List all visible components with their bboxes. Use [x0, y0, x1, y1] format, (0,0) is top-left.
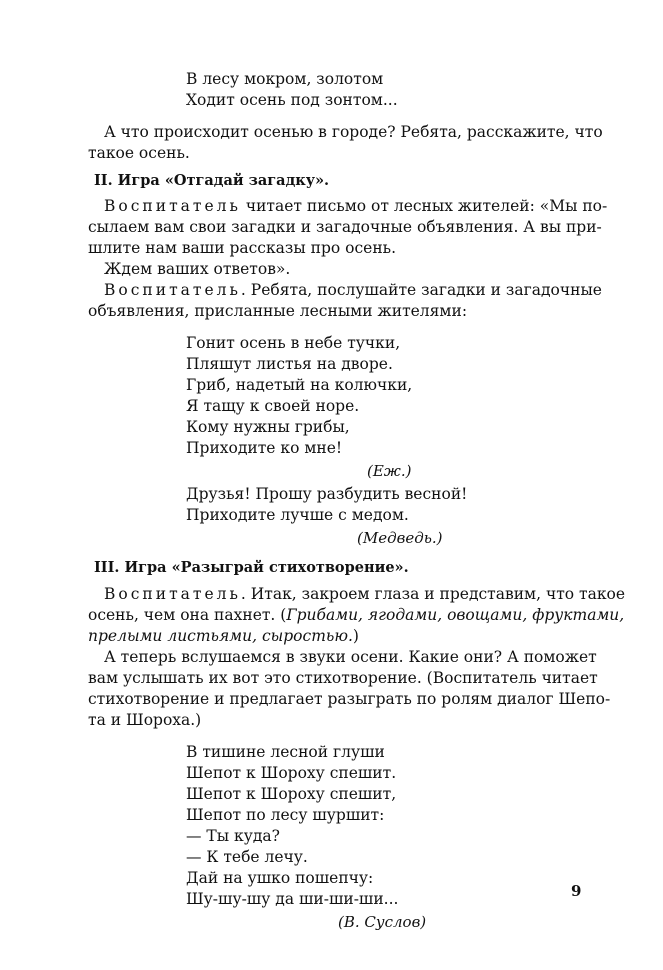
paragraph-line: [88, 605, 625, 626]
page-number: 9: [571, 882, 582, 900]
paragraph-italic: прелыми листьями, сыростью.: [88, 627, 353, 645]
speaker-label: Воспитатель: [104, 585, 241, 603]
poem-line: Шепот к Шороху спешит,: [186, 785, 397, 803]
riddle-line: Друзья! Прошу разбудить весной!: [186, 485, 468, 503]
paragraph-text: осень, чем она пахнет. (: [88, 606, 287, 624]
paragraph-text: читает письмо от лесных жителей: «Мы по-: [240, 197, 608, 215]
paragraph-line: сылаем вам свои загадки и загадочные объявления. А вы при-: [88, 218, 602, 236]
paragraph-line: [88, 626, 359, 647]
paragraph-line: такое осень.: [88, 144, 190, 162]
poem-line: Шу-шу-шу да ши-ши-ши...: [186, 890, 399, 908]
poem-line: — К тебе лечу.: [186, 848, 308, 866]
riddle-line: Кому нужны грибы,: [186, 418, 350, 436]
paragraph-text: . Итак, закроем глаза и представим, что такое: [240, 585, 626, 603]
paragraph-line: Ждем ваших ответов».: [104, 260, 291, 278]
poem-author: (В. Суслов): [338, 913, 427, 931]
paragraph-line: [104, 280, 602, 301]
poem-line: В тишине лесной глуши: [186, 743, 385, 761]
riddle-line: Приходите лучше с медом.: [186, 506, 409, 524]
paragraph-line: [104, 196, 608, 217]
paragraph-line: та и Шороха.): [88, 711, 202, 729]
riddle-line: Приходите ко мне!: [186, 439, 343, 457]
paragraph-line: объявления, присланные лесными жителями:: [88, 302, 468, 320]
section-heading: III. Игра «Разыграй стихотворение».: [94, 559, 409, 576]
paragraph-line: стихотворение и предлагает разыграть по ролям диалог Шепо-: [88, 690, 611, 708]
paragraph-text: . Ребята, послушайте загадки и загадочные: [240, 281, 602, 299]
riddle-answer: (Еж.): [367, 462, 412, 480]
paragraph-line: А что происходит осенью в городе? Ребята, расскажите, что: [104, 123, 603, 141]
poem-line: Ходит осень под зонтом...: [186, 91, 398, 109]
riddle-line: Я тащу к своей норе.: [186, 397, 360, 415]
poem-line: — Ты куда?: [186, 827, 280, 845]
section-heading: II. Игра «Отгадай загадку».: [94, 172, 330, 189]
speaker-label: Воспитатель: [104, 197, 241, 215]
paragraph-line: шлите нам ваши рассказы про осень.: [88, 239, 397, 257]
paragraph-line: [104, 584, 626, 605]
poem-line: Шепот по лесу шуршит:: [186, 806, 385, 824]
riddle-line: Гриб, надетый на колючки,: [186, 376, 413, 394]
paragraph-text: ): [352, 627, 359, 645]
riddle-line: Пляшут листья на дворе.: [186, 355, 393, 373]
poem-line: Дай на ушко пошепчу:: [186, 869, 374, 887]
speaker-label: Воспитатель: [104, 281, 241, 299]
poem-line: Шепот к Шороху спешит.: [186, 764, 397, 782]
paragraph-italic: Грибами, ягодами, овощами, фруктами,: [286, 606, 625, 624]
paragraph-line: А теперь вслушаемся в звуки осени. Какие они? А поможет: [104, 648, 597, 666]
riddle-line: Гонит осень в небе тучки,: [186, 334, 401, 352]
poem-line: В лесу мокром, золотом: [186, 70, 384, 88]
paragraph-line: вам услышать их вот это стихотворение. (Воспитатель читает: [88, 669, 598, 687]
riddle-answer: (Медведь.): [357, 529, 443, 547]
